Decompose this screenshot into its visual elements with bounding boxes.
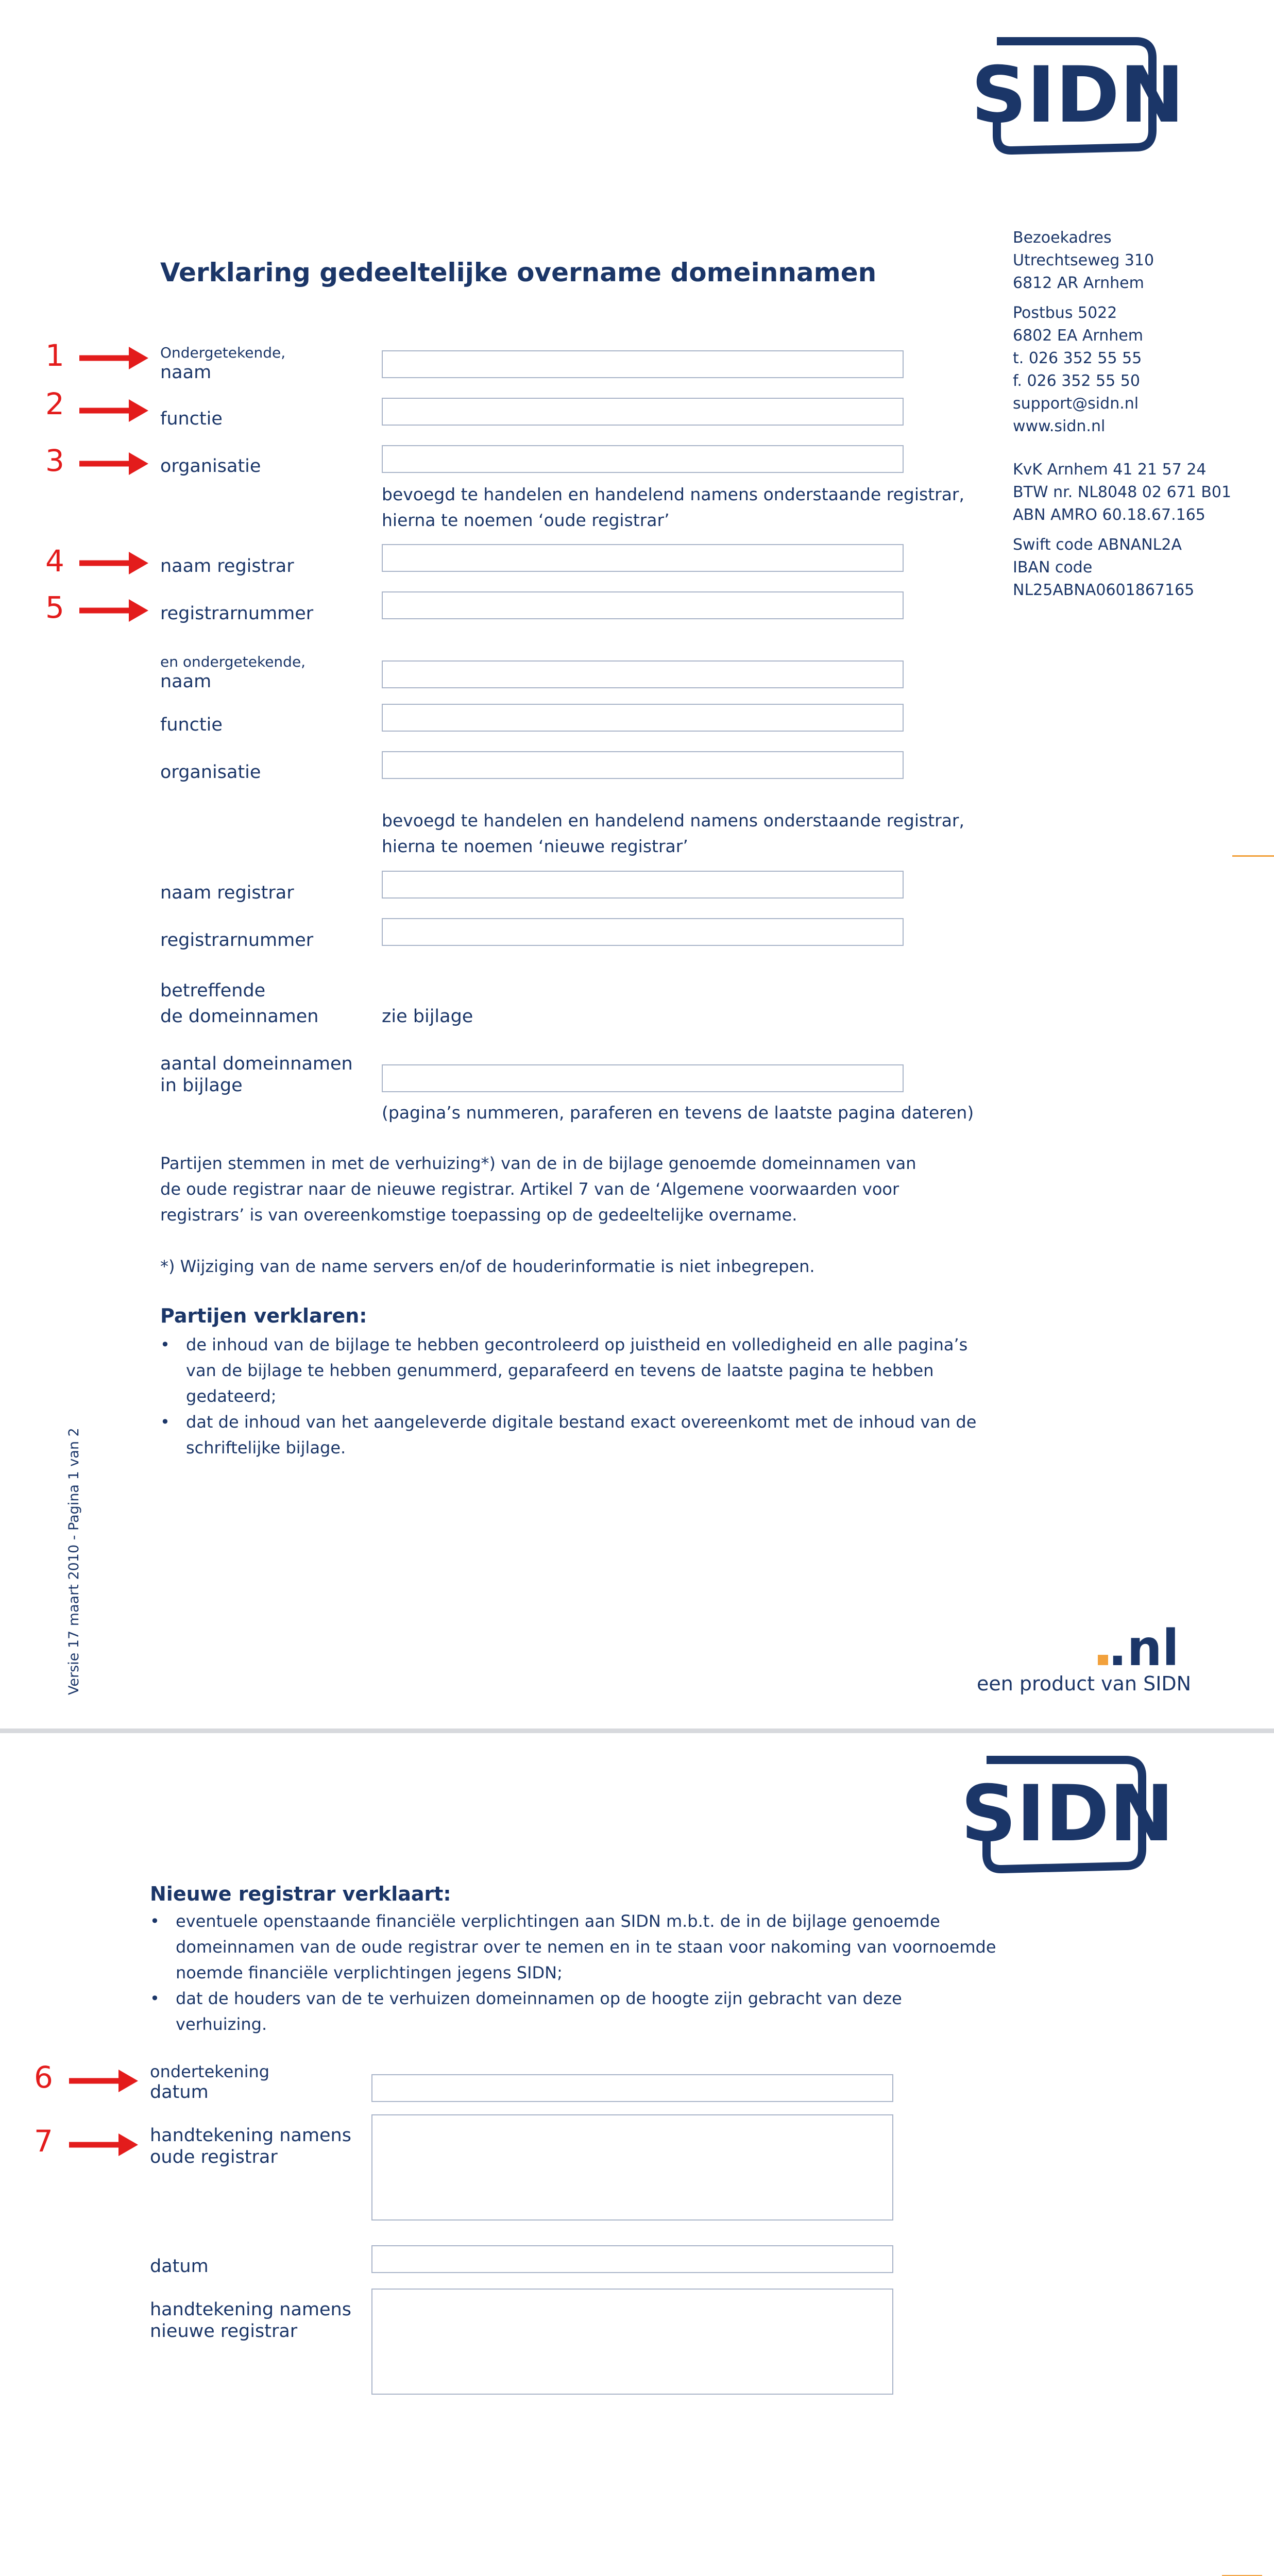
signature-old-label: handtekening namens — [150, 2125, 351, 2146]
betreffende-label: de domeinnamen — [160, 1006, 319, 1027]
organisatie-label: organisatie — [160, 456, 261, 477]
declare-heading: Partijen verklaren: — [160, 1304, 367, 1327]
bullet-line: eventuele openstaande financiële verplichtingen aan SIDN m.b.t. de in de bijlage genoemde — [176, 1911, 940, 1931]
bullet-icon: • — [150, 1989, 160, 2008]
signature-old-label: oude registrar — [150, 2147, 278, 2167]
page-separator — [0, 1728, 1274, 1733]
naam-field[interactable] — [382, 350, 904, 378]
address-line: Postbus 5022 — [1013, 304, 1117, 322]
sidn-logo — [956, 1754, 1174, 1875]
address-line: t. 026 352 55 55 — [1013, 349, 1142, 367]
red-arrow-icon — [77, 398, 149, 423]
note-line: hierna te noemen ‘nieuwe registrar’ — [382, 836, 688, 856]
intro-label: en ondergetekende, — [160, 653, 306, 670]
bullet-icon: • — [160, 1412, 170, 1432]
website-link[interactable]: www.sidn.nl — [1013, 417, 1106, 435]
datum-label: datum — [150, 2256, 209, 2277]
address-block — [1013, 227, 1231, 602]
note-line: hierna te noemen ‘oude registrar’ — [382, 510, 670, 530]
organisatie-field[interactable] — [382, 751, 904, 779]
bullet-line: van de bijlage te hebben genummerd, geparafeerd en tevens de laatste pagina te hebben — [186, 1361, 934, 1380]
naam-label: naam — [160, 362, 212, 383]
signature-field-old[interactable] — [371, 2114, 893, 2221]
list-item — [150, 1986, 923, 2037]
note-line: bevoegd te handelen en handelend namens onderstaande registrar, — [382, 484, 964, 504]
email-link[interactable]: support@sidn.nl — [1013, 395, 1139, 413]
betreffende-value: zie bijlage — [382, 1006, 473, 1027]
functie-label: functie — [160, 715, 223, 735]
annotation-number: 2 — [45, 386, 64, 421]
functie-field[interactable] — [382, 398, 904, 426]
signature-intro: ondertekening — [150, 2062, 270, 2081]
fold-mark — [1232, 855, 1274, 857]
signature-new-label: nieuwe registrar — [150, 2321, 298, 2342]
naam-registrar-label: naam registrar — [160, 883, 294, 903]
organisatie-label: organisatie — [160, 762, 261, 783]
datum-field-new[interactable] — [371, 2245, 893, 2273]
registrarnummer-field[interactable] — [382, 918, 904, 946]
betreffende-label: betreffende — [160, 980, 266, 1001]
bullet-line: dat de houders van de te verhuizen domeinnamen op de hoogte zijn gebracht van deze — [176, 1989, 902, 2008]
nl-text: .nl — [1108, 1619, 1179, 1677]
bullet-line: de inhoud van de bijlage te hebben gecontroleerd op juistheid en volledigheid en alle pagina’s — [186, 1335, 968, 1354]
address-line: Utrechtseweg 310 — [1013, 251, 1154, 269]
functie-label: functie — [160, 409, 223, 429]
sidn-logo — [966, 35, 1184, 156]
paragraph-line: Partijen stemmen in met de verhuizing*) van de in de bijlage genoemde domeinnamen van — [160, 1154, 916, 1173]
list-item — [150, 1908, 996, 1986]
address-line: BTW nr. NL8048 02 671 B01 — [1013, 483, 1232, 501]
annotation-number: 7 — [34, 2124, 53, 2159]
address-line: 6812 AR Arnhem — [1013, 274, 1144, 292]
naam-field[interactable] — [382, 660, 904, 688]
red-arrow-icon — [67, 2068, 139, 2094]
aantal-label: aantal domeinnamen — [160, 1054, 353, 1074]
annotation-number: 4 — [45, 544, 64, 579]
signature-field-new[interactable] — [371, 2289, 893, 2395]
nl-logo — [1095, 1618, 1179, 1677]
address-line: NL25ABNA0601867165 — [1013, 581, 1195, 599]
logo-text: SIDN — [971, 50, 1184, 140]
naam-label: naam — [160, 671, 212, 692]
naam-registrar-field[interactable] — [382, 544, 904, 572]
annotation-number: 5 — [45, 590, 64, 625]
intro-label: Ondergetekende, — [160, 344, 286, 361]
red-arrow-icon — [77, 451, 149, 477]
product-text: een product van SIDN — [977, 1672, 1192, 1695]
red-arrow-icon — [67, 2132, 139, 2158]
bullet-line: dat de inhoud van het aangeleverde digitale bestand exact overeenkomt met de inhoud van de — [186, 1412, 977, 1432]
form-page-2 — [0, 1733, 1274, 2576]
annotation-number: 3 — [45, 443, 64, 478]
address-line: KvK Arnhem 41 21 57 24 — [1013, 461, 1207, 479]
organisatie-field[interactable] — [382, 445, 904, 473]
datum-label: datum — [150, 2082, 209, 2103]
bullet-line: verhuizing. — [176, 2014, 267, 2034]
red-arrow-icon — [77, 345, 149, 371]
paragraph-line: registrars’ is van overeenkomstige toepassing op de gedeeltelijke overname. — [160, 1205, 797, 1225]
aantal-note: (pagina’s nummeren, paraferen en tevens de laatste pagina dateren) — [382, 1103, 974, 1123]
datum-field-old[interactable] — [371, 2074, 893, 2102]
bullet-line: schriftelijke bijlage. — [186, 1438, 346, 1458]
aantal-field[interactable] — [382, 1064, 904, 1092]
annotation-number: 6 — [34, 2060, 53, 2095]
registrarnummer-label: registrarnummer — [160, 603, 314, 624]
address-line: f. 026 352 55 50 — [1013, 372, 1140, 390]
page-title: Verklaring gedeeltelijke overname domeinnamen — [160, 258, 877, 287]
address-line: Bezoekadres — [1013, 229, 1112, 247]
version-text: Versie 17 maart 2010 - Pagina 1 van 2 — [66, 1428, 82, 1695]
address-line: IBAN code — [1013, 558, 1093, 577]
signature-new-label: handtekening namens — [150, 2299, 351, 2320]
red-arrow-icon — [77, 598, 149, 623]
bullet-icon: • — [150, 1911, 160, 1931]
bullet-line: domeinnamen van de oude registrar over te nemen en in te staan voor nakoming van voornoemde — [176, 1937, 996, 1957]
functie-field[interactable] — [382, 704, 904, 732]
red-arrow-icon — [77, 550, 149, 576]
annotation-number: 1 — [45, 338, 64, 373]
address-line: 6802 EA Arnhem — [1013, 327, 1143, 345]
address-line: Swift code ABNANL2A — [1013, 536, 1182, 554]
aantal-label: in bijlage — [160, 1075, 243, 1096]
bullet-icon: • — [160, 1335, 170, 1354]
naam-registrar-field[interactable] — [382, 871, 904, 899]
naam-registrar-label: naam registrar — [160, 556, 294, 577]
paragraph-line: de oude registrar naar de nieuwe registrar. Artikel 7 van de ‘Algemene voorwaarden voor — [160, 1179, 899, 1199]
bullet-line: gedateerd; — [186, 1386, 277, 1406]
note-line: bevoegd te handelen en handelend namens onderstaande registrar, — [382, 810, 964, 831]
new-registrar-heading: Nieuwe registrar verklaart: — [150, 1883, 451, 1905]
bullet-line: noemde financiële verplichtingen jegens SIDN; — [176, 1963, 563, 1982]
registrarnummer-field[interactable] — [382, 591, 904, 619]
registrarnummer-label: registrarnummer — [160, 930, 314, 951]
logo-text: SIDN — [961, 1769, 1174, 1859]
list-item — [160, 1332, 968, 1409]
address-line: ABN AMRO 60.18.67.165 — [1013, 506, 1205, 524]
footnote: *) Wijziging van de name servers en/of de houderinformatie is niet inbegrepen. — [160, 1257, 815, 1276]
list-item — [160, 1409, 977, 1461]
